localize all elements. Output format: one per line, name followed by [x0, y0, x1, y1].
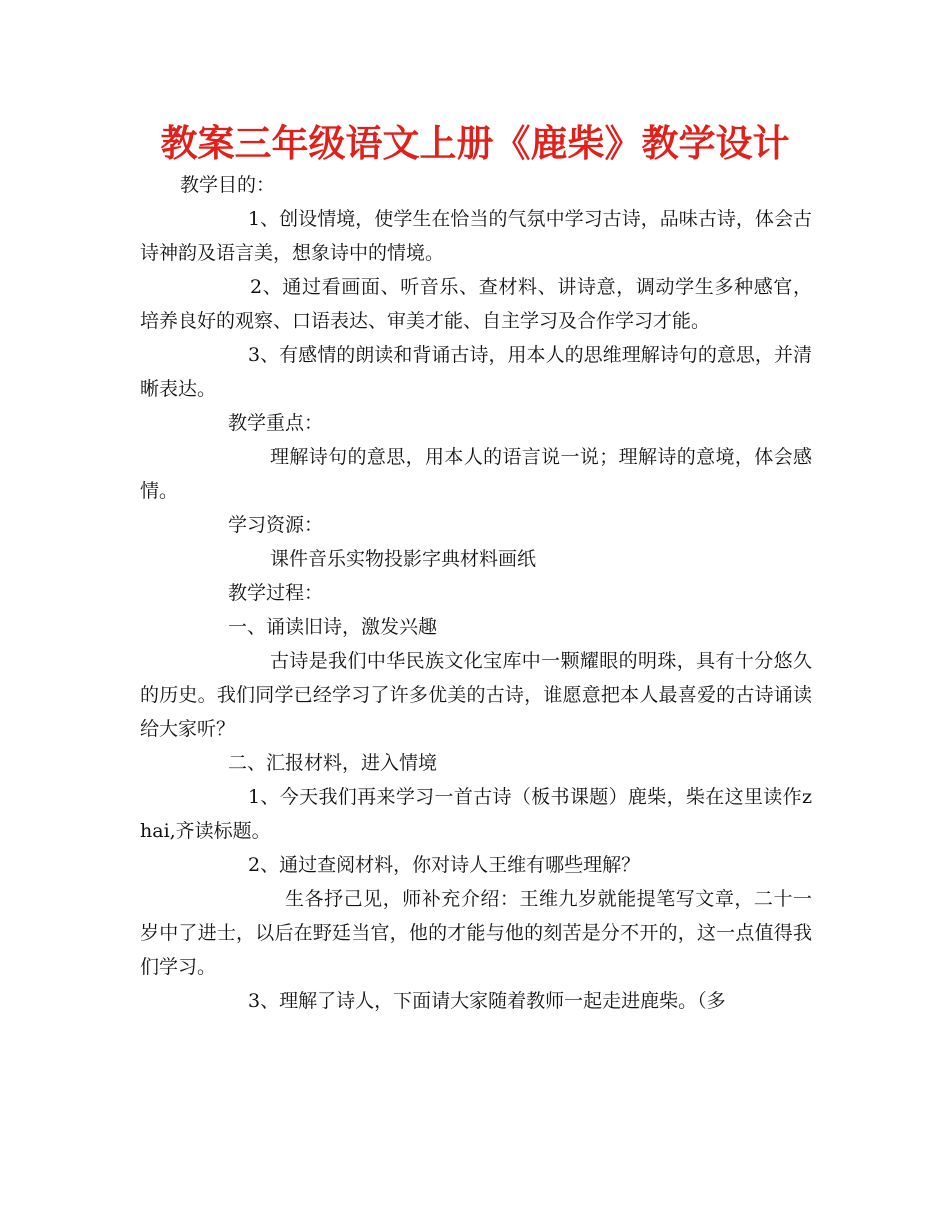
section-two-item-2: 2、通过查阅材料，你对诗人王维有哪些理解？ [248, 854, 641, 876]
section-two-discussion: 生各抒己见，师补充介绍：王维九岁就能提笔写文章，二十一岁中了进士，以后在野廷当官，他的才能与他的刻苦是分不开的，这一点值得我们学习。 [140, 888, 812, 978]
heading-process: 教学过程： [228, 582, 324, 604]
section-two-item-1: 1、今天我们再来学习一首古诗（板书课题）鹿柴，柴在这里读作zhai,齐读标题。 [140, 786, 812, 842]
heading-teaching-goals: 教学目的： [180, 174, 276, 196]
section-one-text: 古诗是我们中华民族文化宝库中一颗耀眼的明珠，具有十分悠久的历史。我们同学已经学习了许多优美的古诗，谁愿意把本人最喜爱的古诗诵读给大家听？ [140, 650, 812, 740]
section-one-heading: 一、诵读旧诗，激发兴趣 [228, 616, 438, 638]
document-title: 教案三年级语文上册《鹿柴》教学设计 [160, 122, 790, 165]
resources-text: 课件音乐实物投影字典材料画纸 [270, 548, 537, 570]
goal-item-1: 1、创设情境，使学生在恰当的气氛中学习古诗，品味古诗，体会古诗神韵及语言美，想象诗中的情境。 [140, 208, 812, 264]
section-two-heading: 二、汇报材料，进入情境 [228, 752, 438, 774]
heading-resources: 学习资源： [228, 514, 324, 536]
goal-item-3: 3、有感情的朗读和背诵古诗，用本人的思维理解诗句的意思，并清晰表达。 [140, 344, 812, 400]
document-body [140, 168, 812, 1018]
focus-text: 理解诗句的意思，用本人的语言说一说；理解诗的意境，体会感情。 [140, 446, 812, 502]
heading-teaching-focus: 教学重点： [228, 412, 324, 434]
section-two-item-3: 3、理解了诗人，下面请大家随着教师一起走进鹿柴。（多 [248, 990, 726, 1012]
goal-item-2: 2、通过看画面、听音乐、查材料、讲诗意，调动学生多种感官，培养良好的观察、口语表达、审美才能、自主学习及合作学习才能。 [140, 276, 812, 332]
